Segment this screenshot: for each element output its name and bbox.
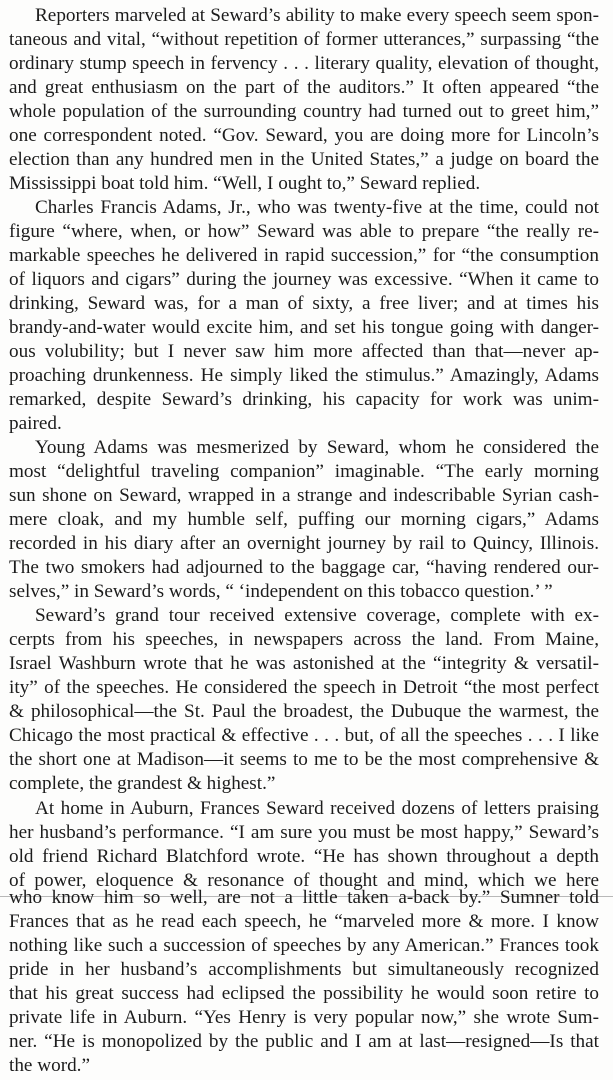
paragraph-3-line-2: most “delightful traveling companion” imaginable. “The early morning <box>9 461 599 482</box>
paragraph-5-line-2: her husband’s performance. “I am sure you must be most happy,” Seward’s <box>9 822 599 843</box>
paragraph-3-line-5: recorded in his diary after an overnight journey by rail to Quincy, Illinois. <box>9 533 599 554</box>
paragraph-4-line-3: Israel Washburn wrote that he was astonished at the “integrity & versatil- <box>9 653 599 674</box>
paragraph-1-line-7: election than any hundred men in the United States,” a judge on board the <box>9 149 599 170</box>
paragraph-1-line-4: and great enthusiasm on the part of the auditors.” It often appeared “the <box>9 77 599 98</box>
paragraph-4-line-5: & philosophical—the St. Paul the broadest, the Dubuque the warmest, the <box>9 701 599 722</box>
paragraph-2-line-5: drinking, Seward was, for a man of sixty, a free liver; and at times his <box>9 293 599 314</box>
paragraph-3-line-1: Young Adams was mesmerized by Seward, whom he considered the <box>35 437 599 458</box>
paragraph-2-line-6: brandy-and-water would excite him, and set his tongue going with danger- <box>9 317 599 338</box>
paragraph-2-line-9: remarked, despite Seward’s drinking, his capacity for work was unim- <box>9 389 599 410</box>
paragraph-3-line-4: mere cloak, and my humble self, puffing our morning cigars,” Adams <box>9 509 599 530</box>
paragraph-4-line-1: Seward’s grand tour received extensive coverage, complete with ex- <box>35 605 599 626</box>
paragraph-1-line-3: ordinary stump speech in fervency . . . literary quality, elevation of thought, <box>9 53 599 74</box>
paragraph-2-line-8: proaching drunkenness. He simply liked the stimulus.” Amazingly, Adams <box>9 365 599 386</box>
paragraph-5-line-4: of power, eloquence & resonance of thought and mind, which we here <box>9 870 599 891</box>
paragraph-2-line-7: ous volubility; but I never saw him more affected than that—never ap- <box>9 341 599 362</box>
paragraph-5-line-12: the word.” <box>9 1055 90 1076</box>
paragraph-3-line-7: selves,” in Seward’s words, “ ‘independent on this tobacco question.’ ” <box>9 581 553 602</box>
paragraph-3-line-3: sun shone on Seward, wrapped in a strange and indescribable Syrian cash- <box>9 485 599 506</box>
paragraph-1-line-5: whole population of the surrounding country had turned out to greet him,” <box>9 101 599 122</box>
paragraph-2-line-2: figure “where, when, or how” Seward was able to prepare “the really re- <box>9 221 599 242</box>
paragraph-4-line-6: Chicago the most practical & effective . . . but, of all the speeches . . . I like <box>9 725 599 746</box>
paragraph-5-line-5: who know him so well, are not a little taken a-back by.” Sumner told <box>9 887 599 908</box>
paragraph-1-line-2: taneous and vital, “without repetition of former utterances,” surpassing “the <box>9 29 599 50</box>
paragraph-1-line-8: Mississippi boat told him. “Well, I ought to,” Seward replied. <box>9 173 481 194</box>
paragraph-5-line-1: At home in Auburn, Frances Seward received dozens of letters praising <box>35 798 599 819</box>
paragraph-2-line-4: of liquors and cigars” during the journey was excessive. “When it came to <box>9 269 599 290</box>
paragraph-5-line-6: Frances that as he read each speech, he “marveled more & more. I know <box>9 911 599 932</box>
paragraph-5-line-10: private life in Auburn. “Yes Henry is very popular now,” she wrote Sum- <box>9 1007 599 1028</box>
paragraph-5-line-7: nothing like such a succession of speeches by any American.” Frances took <box>9 935 599 956</box>
paragraph-4-line-2: cerpts from his speeches, in newspapers across the land. From Maine, <box>9 629 599 650</box>
paragraph-4-line-8: complete, the grandest & highest.” <box>9 773 276 794</box>
paragraph-2-line-10: paired. <box>9 413 62 434</box>
paragraph-2-line-1: Charles Francis Adams, Jr., who was twenty-five at the time, could not <box>35 197 599 218</box>
paragraph-5-line-3: old friend Richard Blatchford wrote. “He has shown throughout a depth <box>9 846 599 867</box>
paragraph-4-line-4: ity” of the speeches. He considered the speech in Detroit “the most perfect <box>9 677 599 698</box>
page-scan-lower <box>0 887 613 1080</box>
paragraph-3-line-6: The two smokers had adjourned to the baggage car, “having rendered our- <box>9 557 599 578</box>
paragraph-5-line-11: ner. “He is monopolized by the public and I am at last—resigned—Is that <box>9 1031 599 1052</box>
paragraph-4-line-7: the short one at Madison—it seems to me to be the most comprehensive & <box>9 749 599 770</box>
paragraph-5-line-9: that his great success had eclipsed the possibility he would soon retire to <box>9 983 599 1004</box>
paragraph-5-line-8: pride in her husband’s accomplishments but simultaneously recognized <box>9 959 599 980</box>
paragraph-1-line-6: one correspondent noted. “Gov. Seward, you are doing more for Lincoln’s <box>9 125 599 146</box>
paragraph-1-line-1: Reporters marveled at Seward’s ability to make every speech seem spon- <box>35 5 599 26</box>
paragraph-2-line-3: markable speeches he delivered in rapid succession,” for “the consumption <box>9 245 599 266</box>
